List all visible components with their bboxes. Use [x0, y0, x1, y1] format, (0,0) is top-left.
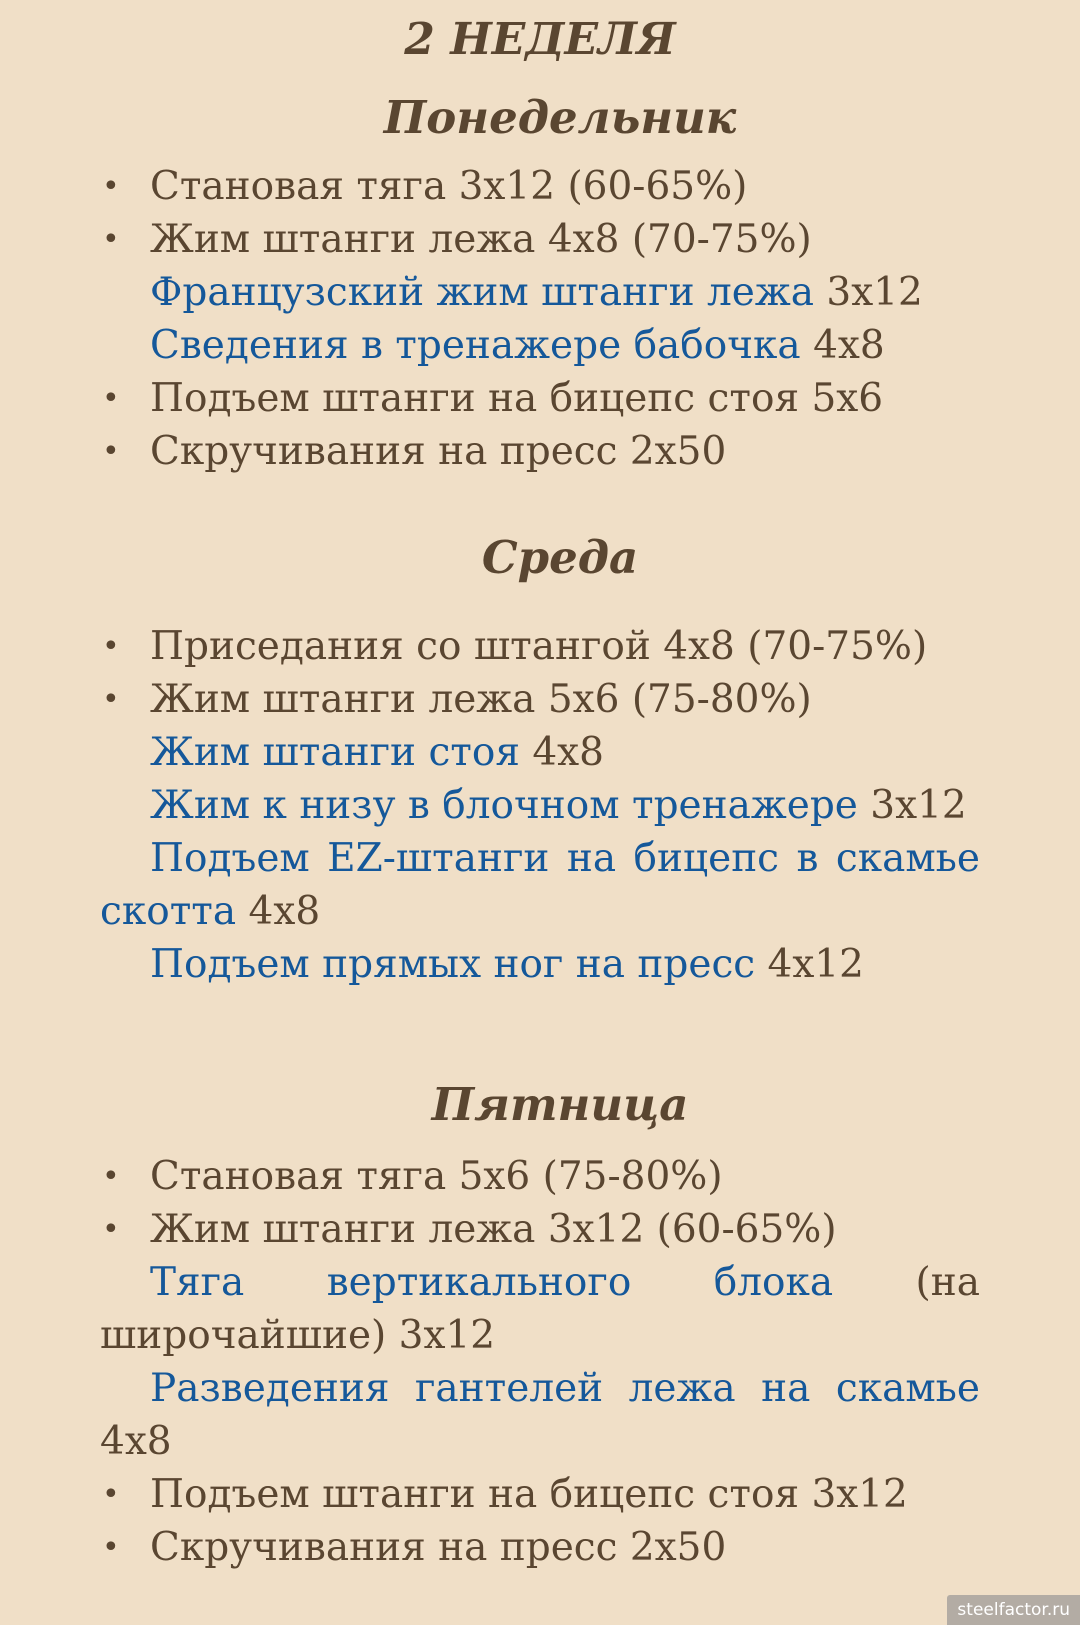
bullet-icon: •	[102, 381, 120, 416]
exercise-list-friday	[100, 1150, 980, 1574]
list-item: • Скручивания на пресс 2х50	[100, 425, 980, 478]
list-item: Подъем EZ-штанги на бицепс в скамье скотта 4х8	[100, 836, 980, 934]
bullet-icon: •	[102, 434, 120, 469]
list-item: Сведения в тренажере бабочка 4х8	[150, 323, 885, 368]
list-item: • Жим штанги лежа 4х8 (70-75%)	[100, 213, 980, 266]
list-item: • Становая тяга 3х12 (60-65%)	[100, 160, 980, 213]
list-item: Подъем прямых ног на пресс 4х12	[150, 942, 864, 987]
bullet-icon: •	[102, 1477, 120, 1512]
bullet-icon: •	[102, 169, 120, 204]
bullet-icon: •	[102, 629, 120, 664]
watermark: steelfactor.ru	[947, 1595, 1080, 1625]
list-item: • Подъем штанги на бицепс стоя 3х12	[100, 1468, 980, 1521]
list-item: Тяга вертикального блока (на широчайшие) 3х12	[100, 1260, 980, 1358]
day-title-friday: Пятница	[431, 1078, 689, 1131]
list-item: Разведения гантелей лежа на скамье 4х8	[100, 1366, 980, 1464]
bullet-icon: •	[102, 1212, 120, 1247]
list-item: • Жим штанги лежа 3х12 (60-65%)	[100, 1203, 980, 1256]
day-title-monday: Понедельник	[383, 91, 737, 144]
bullet-icon: •	[102, 1159, 120, 1194]
exercise-list-wednesday	[100, 620, 980, 991]
list-item: • Жим штанги лежа 5х6 (75-80%)	[100, 673, 980, 726]
list-item: • Приседания со штангой 4х8 (70-75%)	[100, 620, 980, 673]
exercise-list-monday	[100, 160, 980, 478]
list-item: • Скручивания на пресс 2х50	[100, 1521, 980, 1574]
day-title-wednesday: Среда	[481, 531, 639, 584]
list-item: Французский жим штанги лежа 3х12	[150, 270, 923, 315]
list-item: Жим к низу в блочном тренажере 3х12	[150, 783, 967, 828]
list-item: Жим штанги стоя 4х8	[150, 730, 604, 775]
bullet-icon: •	[102, 222, 120, 257]
bullet-icon: •	[102, 1530, 120, 1565]
list-item: • Подъем штанги на бицепс стоя 5х6	[100, 372, 980, 425]
bullet-icon: •	[102, 682, 120, 717]
list-item: • Становая тяга 5х6 (75-80%)	[100, 1150, 980, 1203]
week-title: 2 НЕДЕЛЯ	[404, 14, 676, 65]
